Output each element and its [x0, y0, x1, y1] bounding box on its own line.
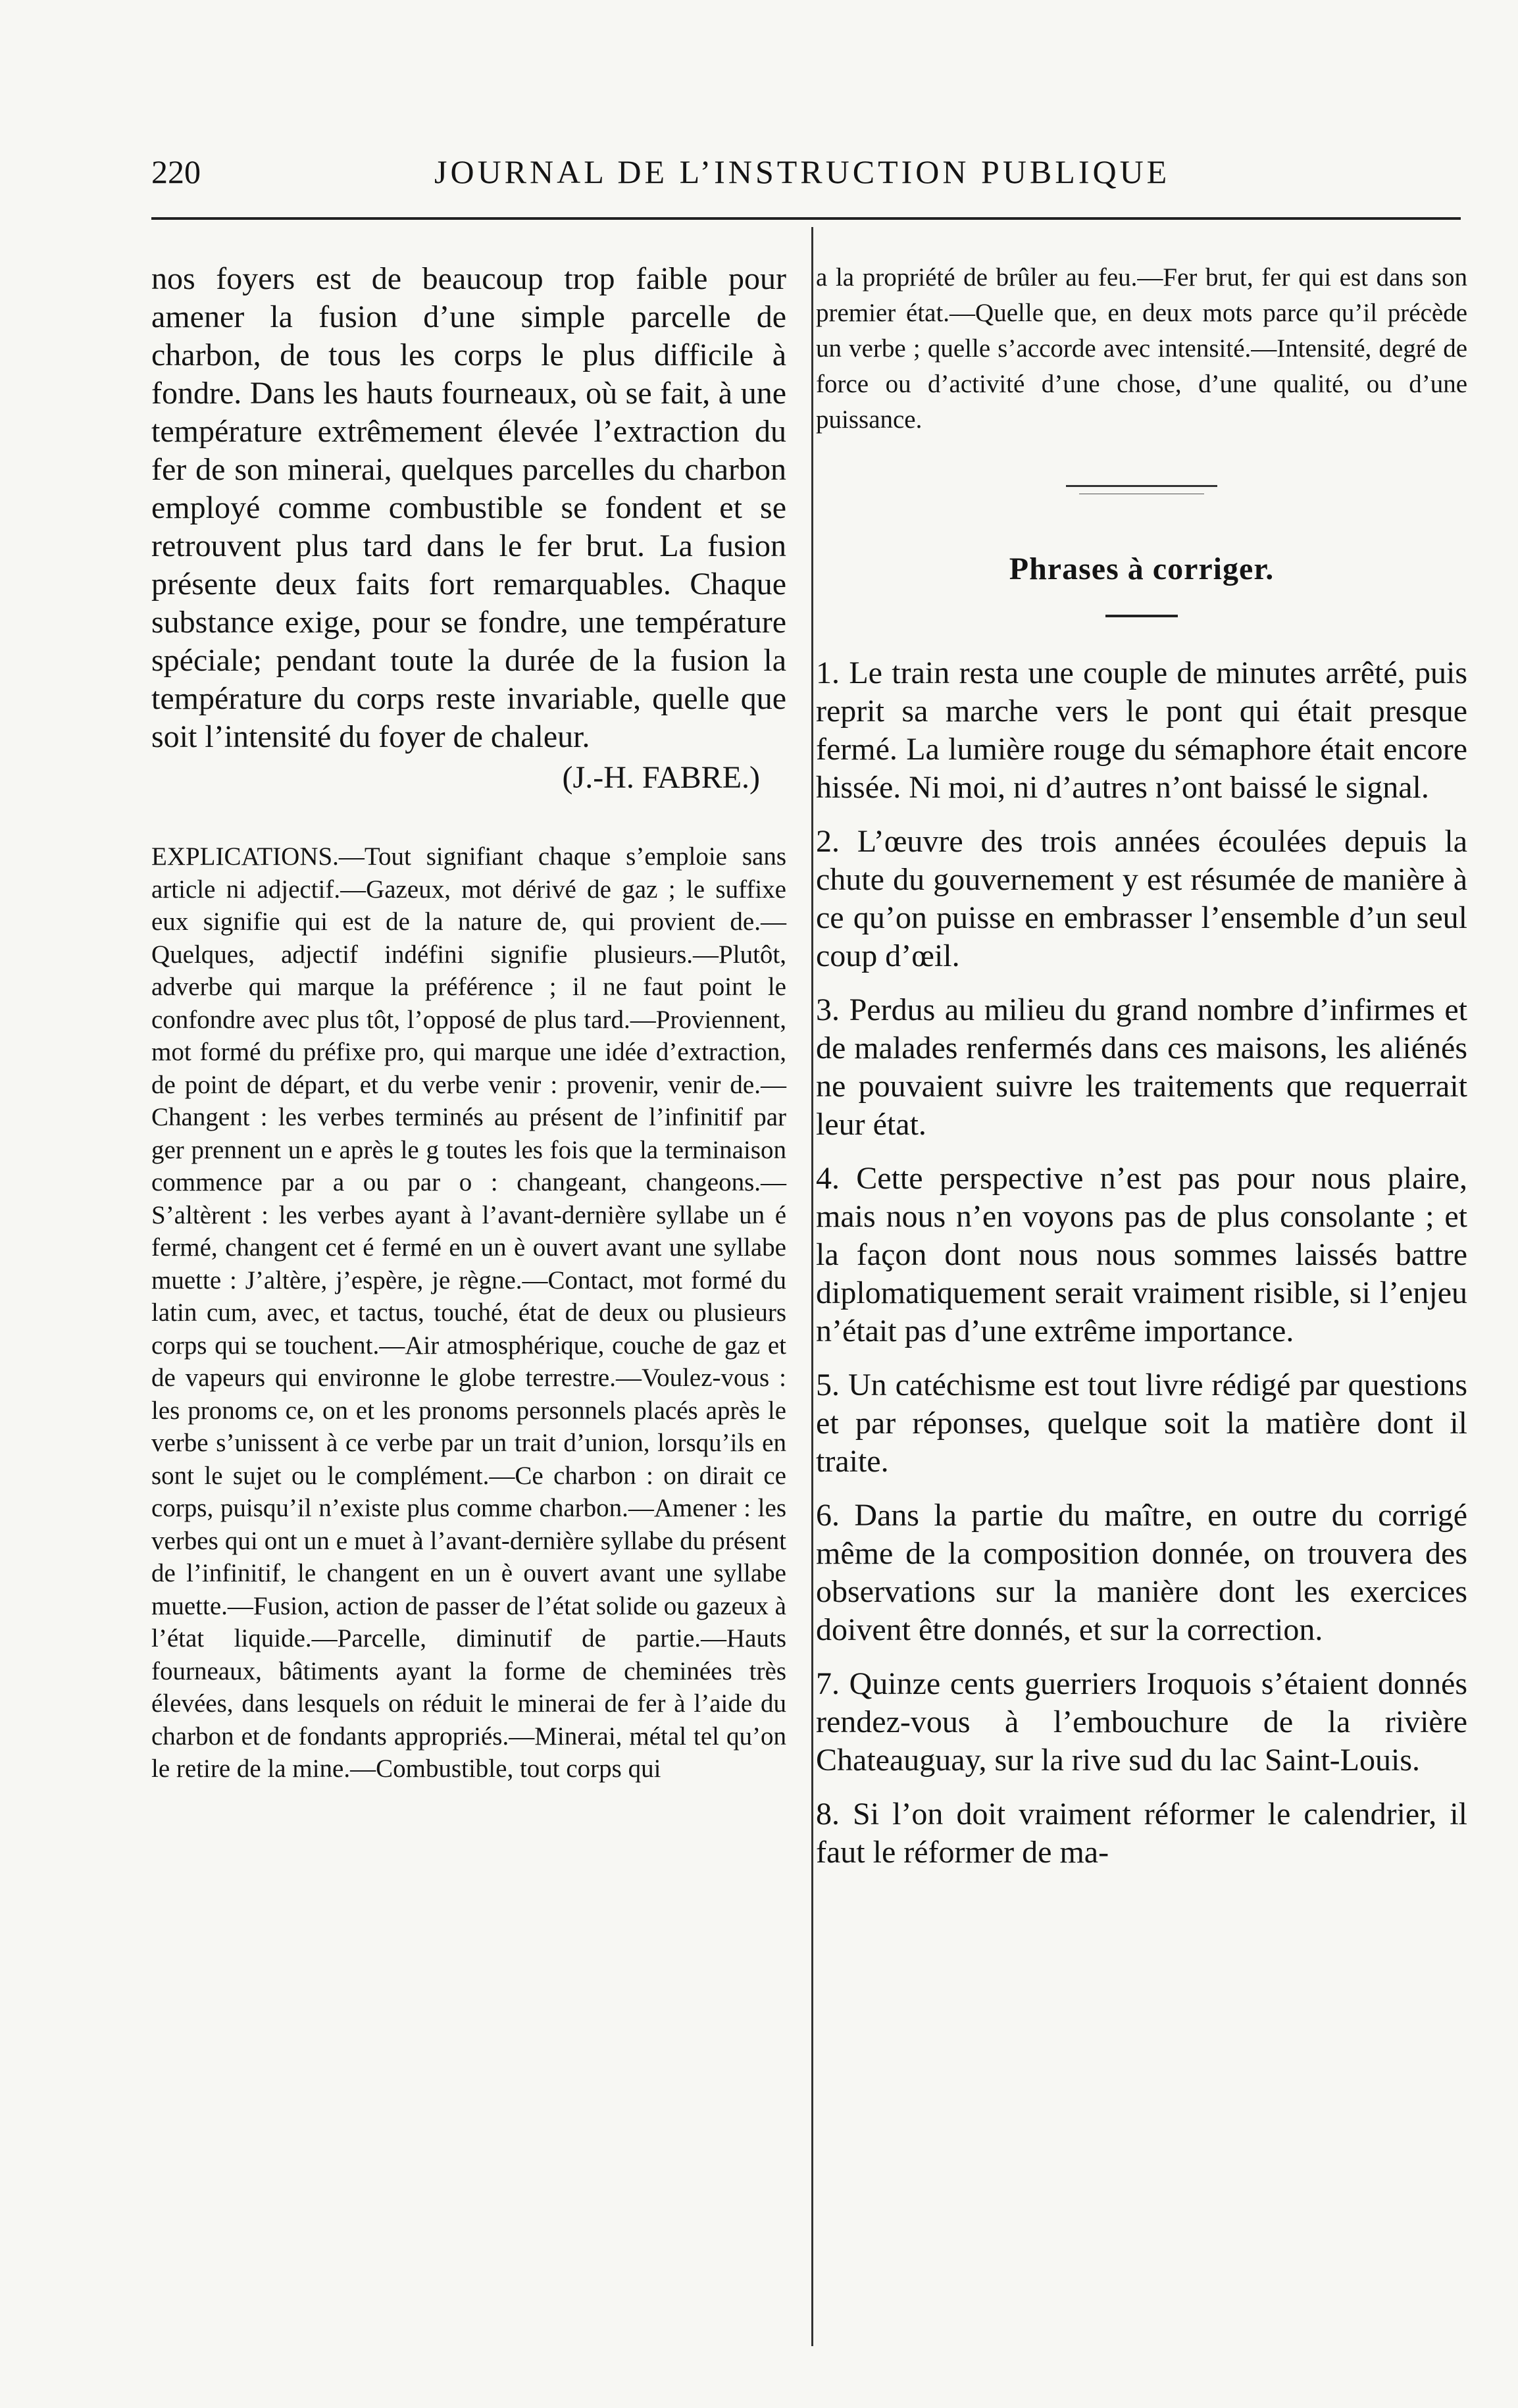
exercise-item: 5. Un catéchisme est tout livre rédigé par questions et par réponses, quelque soit la matière dont il traite.: [816, 1368, 1467, 1479]
divider-line: [1066, 485, 1217, 487]
exercise-item: 3. Perdus au milieu du grand nombre d’infirmes et de malades renfermés dans ces maisons, les aliénés ne pouvaient suivre les traitements que requerrait leur état.: [816, 992, 1467, 1142]
exercise-item: 1. Le train resta une couple de minutes arrêté, puis reprit sa marche vers le pont qui était presque fermé. La lumière rouge du sémaphore était encore hissée. Ni moi, ni d’autres n’ont baissé le signal.: [816, 655, 1467, 805]
section-title: Phrases à corriger.: [1009, 551, 1275, 586]
exercise-item: 2. L’œuvre des trois années écoulées depuis la chute du gouvernement y est résumée de manière à ce qu’on puisse en embrasser l’ensemble d’un seul coup d’œil.: [816, 824, 1467, 973]
header-rule: [151, 217, 1461, 220]
section-divider: [816, 485, 1467, 494]
title-rule: [1105, 615, 1178, 617]
left-column: [151, 260, 786, 1785]
right-column: [816, 260, 1467, 1887]
reading-passage: nos foyers est de beaucoup trop faible pour amener la fusion d’une simple parcelle de charbon, de tous les corps le plus difficile à fondre. Dans les hauts fourneaux, où se fait, à une température extrêmement élevée l’extraction du fer de son minerai, quelques parcelles du charbon employé comme combustible se fondent et se retrouvent plus tard dans le fer brut. La fusion présente deux faits fort remarquables. Chaque substance exige, pour se fondre, une température spéciale; pendant toute la durée de la fusion la température du corps reste invariable, quelle que soit l’intensité du foyer de chaleur.: [151, 261, 786, 754]
page-header: [151, 153, 1461, 199]
explanations-paragraph: EXPLICATIONS.—Tout signifiant chaque s’emploie sans article ni adjectif.—Gazeux, mot dérivé de gaz ; le suffixe eux signifie qui est de la nature de, qui provient de.—Quelques, adjectif indéfini signifie plusieurs.—Plutôt, adverbe qui marque la préférence ; il ne faut point le confondre avec plus tôt, l’opposé de plus tard.—Proviennent, mot formé du préfixe pro, qui marque une idée d’extraction, de point de départ, et du verbe venir : provenir, venir de.—Changent : les verbes terminés au présent de l’infinitif par ger prennent un e après le g toutes les fois que la terminaison commence par a ou par o : changeant, changeons.—S’altèrent : les verbes ayant à l’avant-dernière syllabe un é fermé, changent cet é fermé en un è ouvert avant une syllabe muette : J’altère, j’espère, je règne.—Contact, mot formé du latin cum, avec, et tactus, touché, état de deux ou plusieurs corps qui se touchent.—Air atmosphérique, couche de gaz et de vapeurs qui environne le globe terrestre.—Voulez-vous : les pronoms ce, on et les pronoms personnels placés après le verbe s’unissent à ce verbe par un trait d’union, lorsqu’ils en sont le sujet ou le complément.—Ce charbon : on dirait ce corps, puisqu’il n’existe plus comme charbon.—Amener : les verbes qui ont un e muet à l’avant-dernière syllabe du présent de l’infinitif, le changent en un è ouvert avant une syllabe muette.—Fusion, action de passer de l’état solide ou gazeux à l’état liquide.—Parcelle, diminutif de partie.—Hauts fourneaux, bâtiments ayant la forme de cheminées très élevées, dans lesquels on réduit le minerai de fer à l’aide du charbon et de fondants appropriés.—Minerai, métal tel qu’on le retire de la mine.—Combustible, tout corps qui: [151, 842, 786, 1783]
page-number: 220: [151, 153, 201, 190]
author-attribution: (J.-H. FABRE.): [562, 760, 760, 795]
column-divider: [811, 227, 813, 2346]
exercise-item: 6. Dans la partie du maître, en outre du corrigé même de la composition donnée, on trouvera des observations sur la manière dont les exercices doivent être donnés, et sur la correction.: [816, 1498, 1467, 1647]
explanations-continued: a la propriété de brûler au feu.—Fer brut, fer qui est dans son premier état.—Quelle que, en deux mots parce qu’il précède un verbe ; quelle s’accorde avec intensité.—Intensité, degré de force ou d’activité d’une chose, d’une qualité, ou d’une puissance.: [816, 263, 1467, 434]
running-title: JOURNAL DE L’INSTRUCTION PUBLIQUE: [434, 153, 1171, 190]
exercise-item: 4. Cette perspective n’est pas pour nous plaire, mais nous n’en voyons pas de plus consolante ; et la façon dont nous nous sommes laissés battre diplomatiquement serait vraiment risible, si l’enjeu n’était pas d’une extrême importance.: [816, 1161, 1467, 1348]
exercise-item: 7. Quinze cents guerriers Iroquois s’étaient donnés rendez-vous à l’embouchure de la rivière Chateauguay, sur la rive sud du lac Saint-Louis.: [816, 1666, 1467, 1778]
exercise-item: 8. Si l’on doit vraiment réformer le calendrier, il faut le réformer de ma-: [816, 1797, 1467, 1870]
